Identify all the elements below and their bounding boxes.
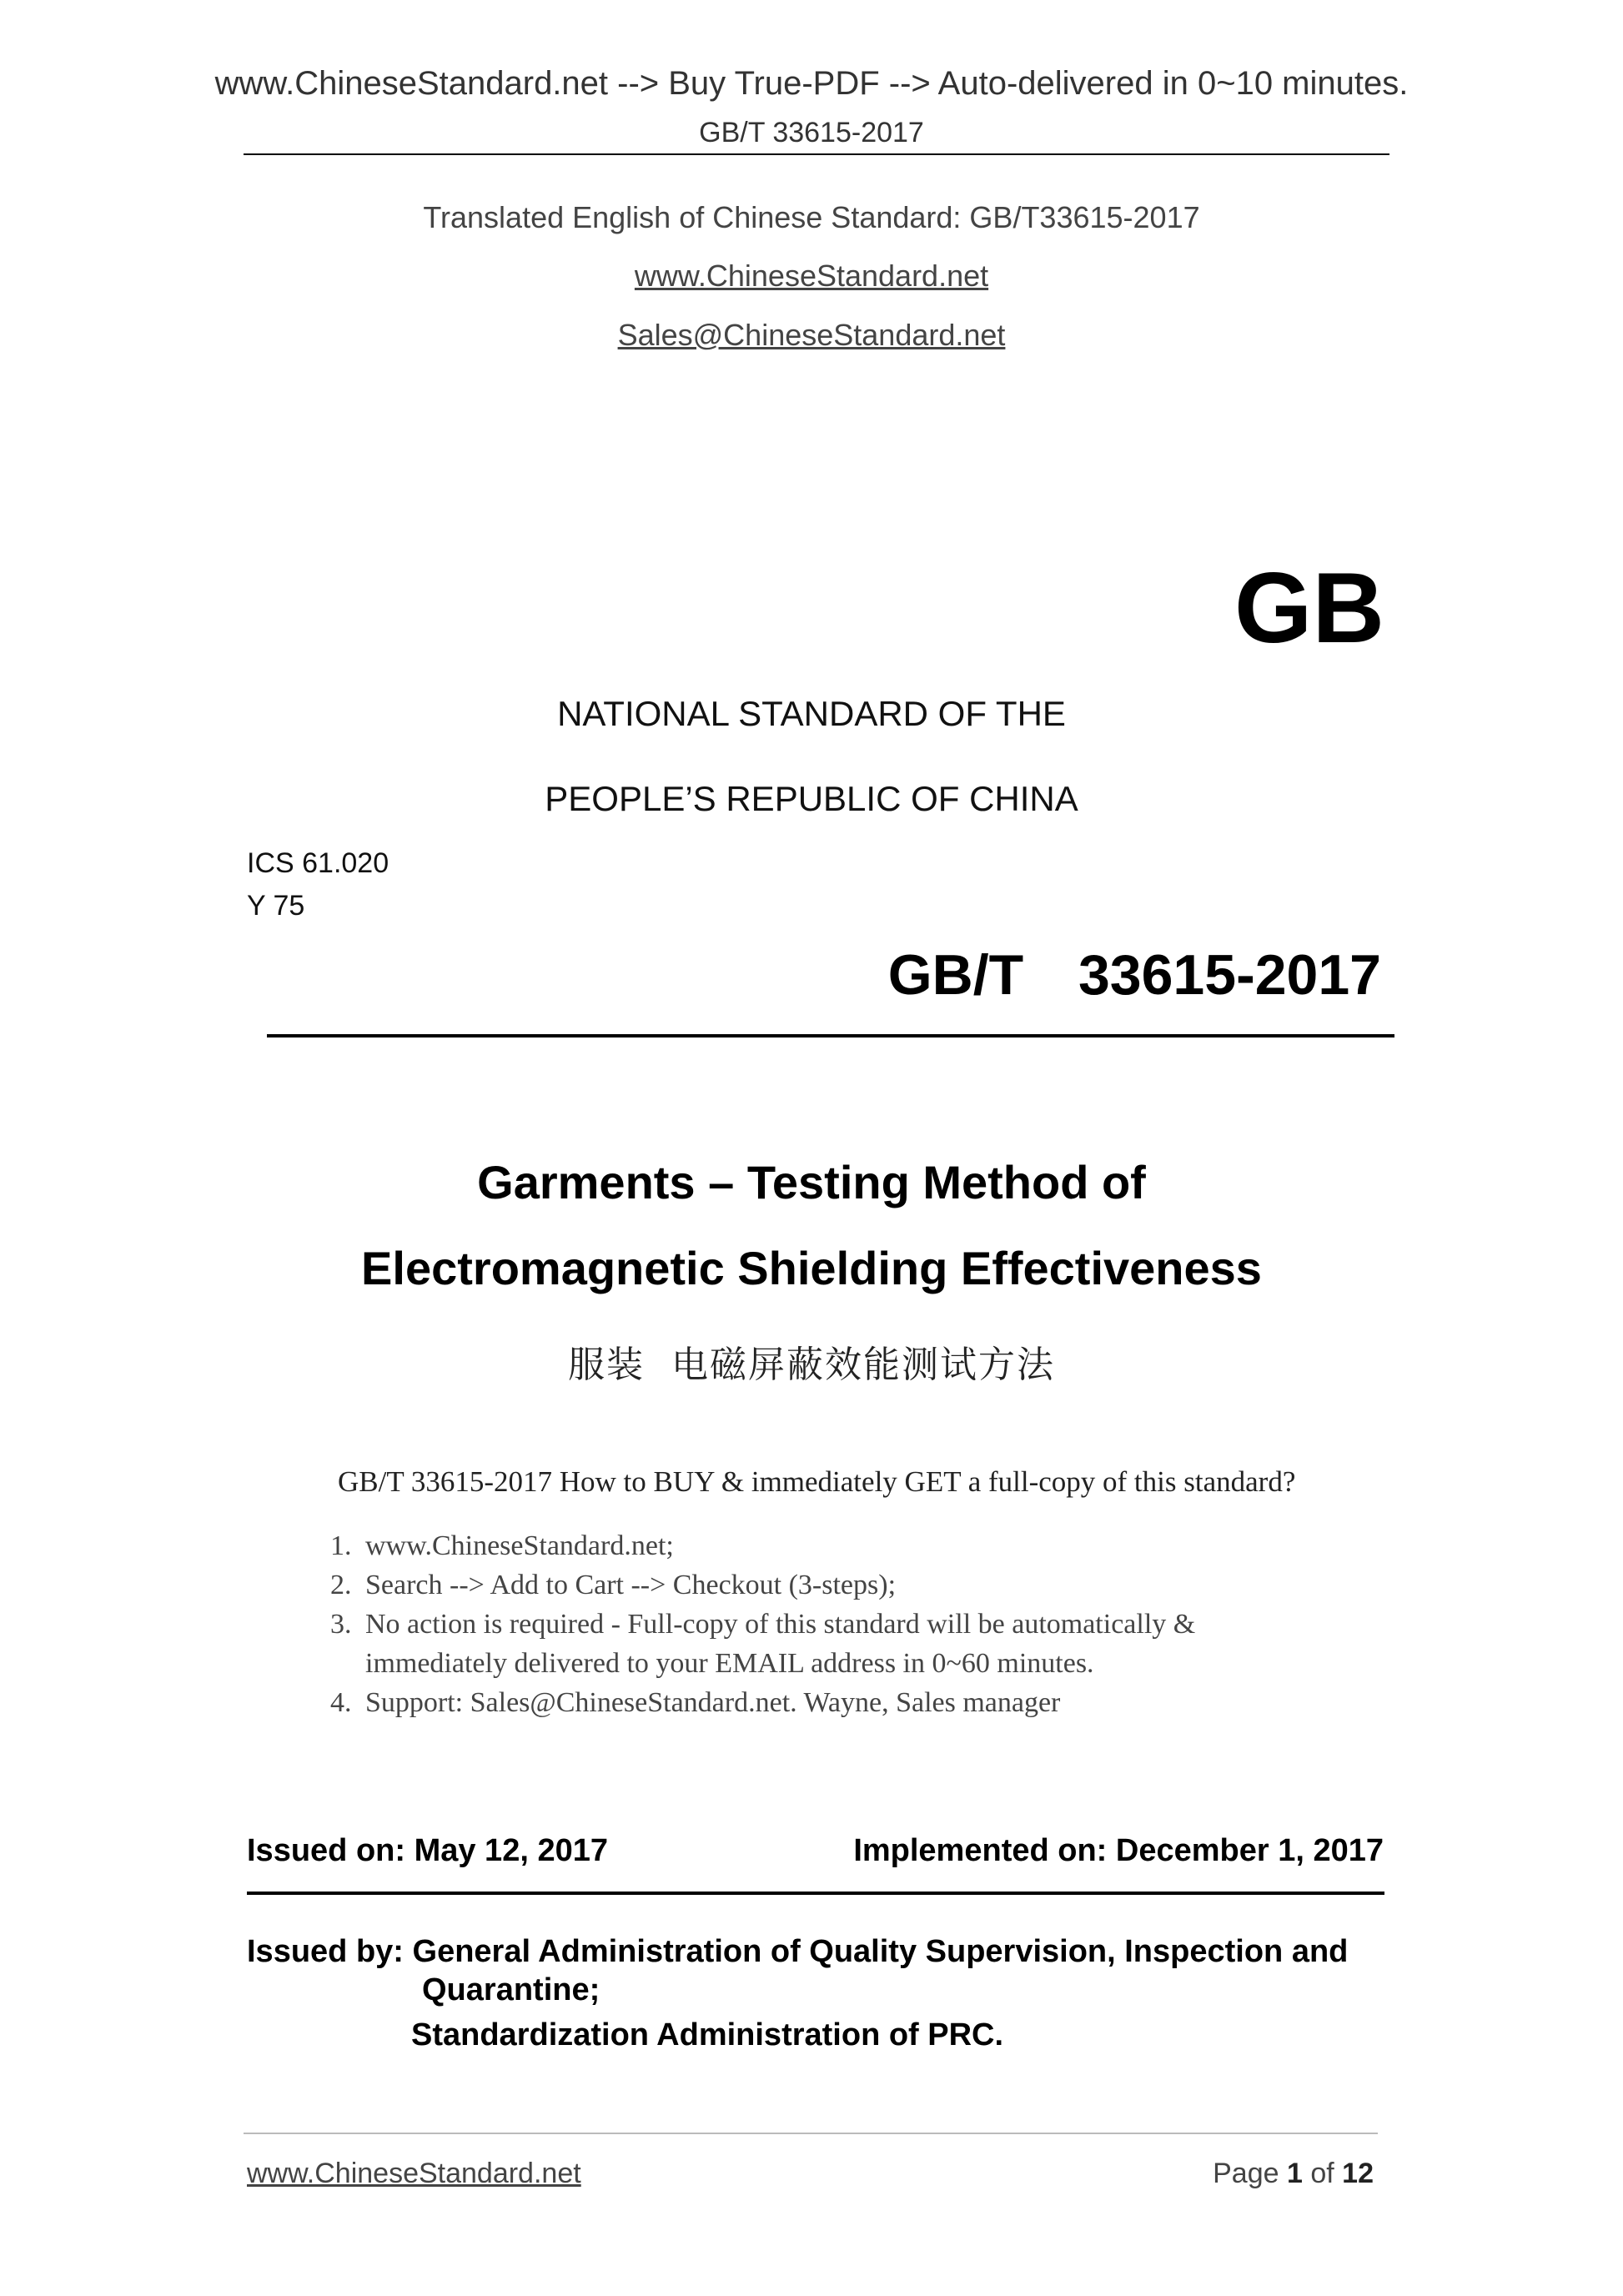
national-standard-line2: PEOPLE’S REPUBLIC OF CHINA [545,779,1078,818]
website-link[interactable]: www.ChineseStandard.net [634,259,989,293]
step-text: www.ChineseStandard.net; [365,1530,674,1561]
classification-code: Y 75 [247,890,305,922]
top-banner: www.ChineseStandard.net --> Buy True-PDF --> Auto-delivered in 0~10 minutes. [214,65,1409,102]
title-line1: Garments – Testing Method of [477,1156,1146,1208]
title-chinese: 服装 电磁屏蔽效能测试方法 [568,1344,1055,1386]
ics-code: ICS 61.020 [247,847,389,879]
sales-email-link[interactable]: Sales@ChineseStandard.net [617,318,1006,352]
page-indicator [1213,2158,1374,2190]
issuer-org-line2: Quarantine; [422,1972,600,2007]
step-text: Support: Sales@ChineseStandard.net. Wayne, Sales manager [365,1687,1061,1718]
list-item [330,1683,1366,1722]
step-text: Search --> Add to Cart --> Checkout (3-steps); [365,1570,897,1600]
page-of: of [1310,2158,1334,2189]
title-line2: Electromagnetic Shielding Effectiveness [361,1242,1262,1294]
footer-divider [244,2133,1378,2134]
step-number: 4. [330,1687,352,1718]
dates-divider [247,1892,1384,1895]
translated-line: Translated English of Chinese Standard: GB/T33615-2017 [423,200,1200,234]
issued-by [247,1930,1348,1973]
buy-steps-list [330,1526,1366,1722]
issuer-org-line1: General Administration of Quality Supervision, Inspection and [412,1934,1349,1969]
issued-by-label: Issued by: [247,1934,404,1969]
header-divider [244,153,1389,155]
step-number: 2. [330,1570,352,1600]
implemented-on-date: Implemented on: December 1, 2017 [853,1833,1384,1868]
page-total: 12 [1342,2158,1374,2189]
page-current: 1 [1286,2158,1303,2189]
issuer-org-line3: Standardization Administration of PRC. [411,2017,1004,2052]
website-link-wrap [0,259,1623,294]
footer-website-link[interactable]: www.ChineseStandard.net [247,2158,581,2189]
list-item [330,1605,1333,1683]
step-number: 3. [330,1609,352,1640]
buy-heading: GB/T 33615-2017 How to BUY & immediately GET a full-copy of this standard? [338,1465,1296,1498]
step-number: 1. [330,1530,352,1561]
list-item [330,1565,1366,1605]
page-prefix: Page [1213,2158,1279,2189]
gb-mark: GB [1234,552,1384,664]
national-standard-line1: NATIONAL STANDARD OF THE [557,694,1066,733]
email-link-wrap [0,318,1623,353]
step-text: No action is required - Full-copy of this standard will be automatically & immediately delivered to your EMAIL address in 0~60 minutes. [365,1609,1196,1679]
standard-number: GB/T 33615-2017 [887,943,1381,1007]
issued-on-date: Issued on: May 12, 2017 [247,1833,608,1868]
standard-number-divider [267,1034,1394,1037]
list-item [330,1526,1366,1565]
header-standard-code: GB/T 33615-2017 [699,117,924,148]
